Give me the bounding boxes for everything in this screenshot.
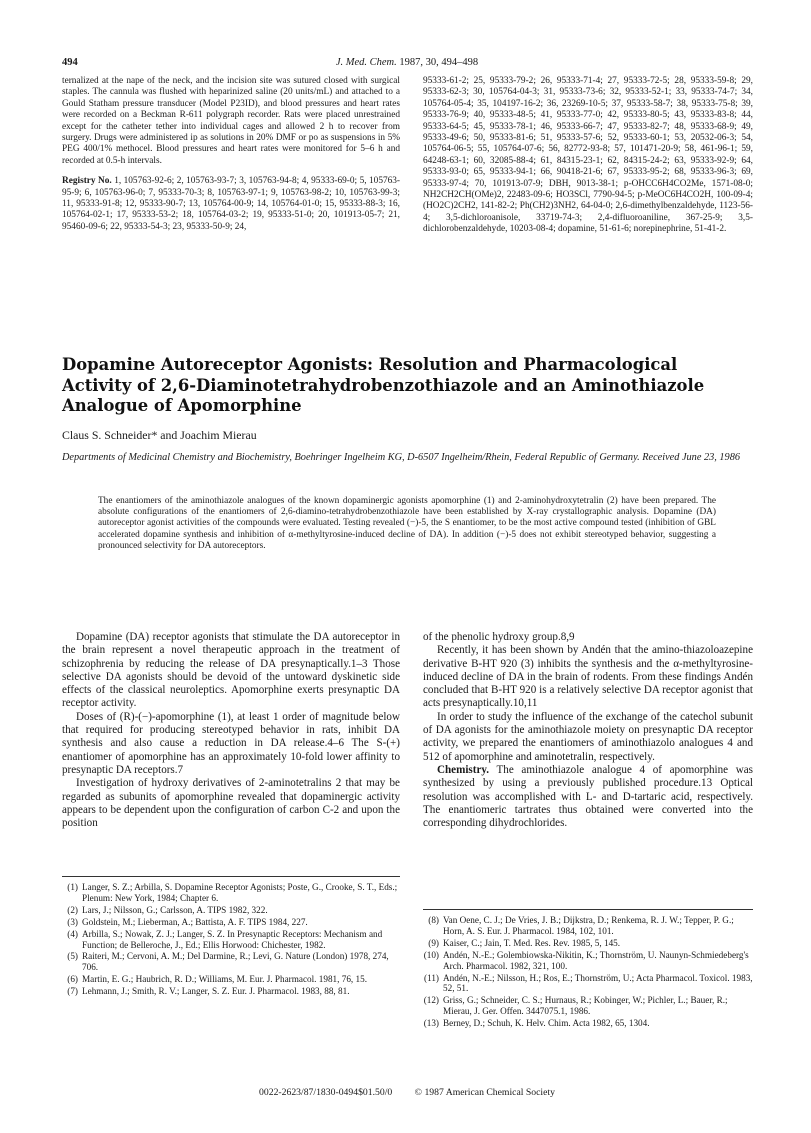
reference-number: (5) (67, 951, 78, 962)
reference-text: Kaiser, C.; Jain, T. Med. Res. Rev. 1985, 5, 145. (443, 937, 621, 948)
previous-article-right-column (423, 76, 753, 236)
reference-text: Martin, E. G.; Haubrich, R. D.; Williams, M. Eur. J. Pharmacol. 1981, 76, 15. (82, 974, 368, 985)
reference-item (423, 973, 753, 995)
reference-number: (13) (423, 1018, 439, 1029)
previous-article-left-column (62, 76, 400, 233)
running-header (62, 57, 752, 71)
reference-item (423, 938, 753, 949)
previous-article-text: ternalized at the nape of the neck, and the incision site was sutured closed with surgical staples. The cannula was flushed with heparinized saline (20 units/mL) and attached to a Gould Statham pressure transducer (Model P23ID), and blood pressures and heart rates were recorded on a Beckman R-611 polygraph recorder. Rats were placed unrestrained except for the catheter tether into individual cages and allowed 2 h to recover from surgery. Drugs were administered ip as solutions in 20% DMF or po as suspensions in 5% PEG 400/1% methocel. Blood pressures and heart rates were monitored for 5–6 h and recorded at 0.5-h intervals. (62, 76, 400, 166)
reference-number: (3) (67, 916, 78, 927)
article-title: Dopamine Autoreceptor Agonists: Resolution and Pharmacological Activity of 2,6-Diaminotetrahydrobenzothiazole and an Aminothiazole Analogue of Apomorphine (62, 355, 705, 415)
reference-item (62, 905, 400, 916)
reference-number: (2) (67, 904, 78, 915)
reference-item (62, 974, 400, 985)
registry-label: Registry No. (62, 176, 112, 187)
reference-number: (4) (67, 928, 78, 939)
body-paragraph: Investigation of hydroxy derivatives of 2-aminotetralins 2 that may be regarded as subunits of apomorphine revealed that dopaminergic activity appears to be dependent upon the configuration of carbon C-2 and upon the position (62, 777, 400, 830)
body-paragraph: Recently, it has been shown by Andén that the amino-thiazoloazepine derivative B-HT 920 (3) inhibits the synthesis and the α-methyltyrosine-induced decline of DA in the brain of rodents. From these findings Andén concluded that B-HT 920 is a relatively selective DA receptor agonist that acts presynaptically.10,11 (423, 644, 753, 710)
body-paragraph: Dopamine (DA) receptor agonists that stimulate the DA autoreceptor in the brain represent a novel therapeutic approach in the treatment of schizophrenia by reducing the release of DA presynaptically.1–3 Those selective DA agonists should be devoid of the untoward dyskinetic side effects of the classical neuroleptics. Apomorphine exerts presynaptic DA receptor activity. (62, 631, 400, 710)
chemistry-heading: Chemistry. (437, 763, 490, 776)
reference-text: Langer, S. Z.; Arbilla, S. Dopamine Receptor Agonists; Poste, G., Crooke, S. T., Eds.; Plenum: New York, 1984; Chapter 6. (82, 882, 398, 903)
registry-numbers-right: 95333-61-2; 25, 95333-79-2; 26, 95333-71-4; 27, 95333-72-5; 28, 95333-59-8; 29, 95333-62-3; 30, 105764-04-3; 31, 95333-73-6; 32, 95333-52-1; 33, 95333-74-7; 34, 105764-05-4; 35, 104197-16-2; 36, 23269-10-5; 37, 95333-58-7; 38, 95333-75-8; 39, 95333-76-9; 40, 95333-48-5; 41, 95333-77-0; 42, 95333-80-5; 43, 95333-83-8; 44, 95333-64-5; 45, 95333-78-1; 46, 95333-66-7; 47, 95333-82-7; 48, 95333-68-9; 49, 95333-49-6; 50, 95333-81-6; 51, 95333-57-6; 52, 95333-60-1; 53, 20532-06-3; 54, 105764-06-5; 55, 105764-07-6; 56, 82772-93-8; 57, 101471-20-9; 58, 461-96-1; 59, 64248-63-1; 60, 32085-88-4; 61, 84315-23-1; 62, 84315-24-2; 63, 95333-92-9; 64, 95333-93-0; 65, 95333-94-1; 66, 90418-21-6; 67, 95333-95-2; 68, 95333-96-3; 69, 95333-97-4; 70, 101913-07-9; DBH, 9013-38-1; p-OHCC6H4CO2Me, 1571-08-0; NH2CH2CH(OMe)2, 22483-09-6; HO3SCl, 7790-94-5; p-MeOC6H4CO2H, 100-09-4; (HO2C)2CH2, 141-82-2; Ph(CH2)3NH2, 64-04-0; 2,6-dimethylbenzaldehyde, 1123-56-4; 3,5-dichloroanisole, 33719-74-3; 2,4-difluoroaniline, 367-25-9; 3,5-dichlorobenzaldehyde, 10203-08-4; dopamine, 51-61-6; norepinephrine, 51-41-2. (423, 76, 753, 235)
reference-item (62, 951, 400, 973)
reference-number: (8) (428, 915, 439, 925)
reference-number: (11) (424, 972, 439, 983)
body-paragraph: Doses of (R)-(−)-apomorphine (1), at least 1 order of magnitude below that required for producing stereotyped behavior in rats, inhibit DA synthesis and also cause a reduction in DA release.4–6 The S-(+) enantiomer of apomorphine has an approximately 10-fold lower affinity to presynaptic DA receptors.7 (62, 710, 400, 776)
reference-number: (9) (428, 937, 439, 948)
reference-text: Andén, N.-E.; Golembiowska-Nikitin, K.; Thornström, U. Naunyn-Schmiedeberg's Arch. Pharmacol. 1982, 321, 100. (443, 949, 749, 971)
reference-item (423, 950, 753, 972)
reference-text: Berney, D.; Schuh, K. Helv. Chim. Acta 1982, 65, 1304. (443, 1018, 650, 1029)
chemistry-text: The aminothiazole analogue 4 of apomorphine was synthesized by using a previously published procedure.13 Optical resolution was accomplished with L- and D-tartaric acid, respectively. The enantiomeric tartrates thus obtained were converted into the corresponding dihydrochlorides. (423, 763, 753, 830)
reference-number: (1) (67, 882, 78, 892)
reference-number: (12) (423, 995, 439, 1006)
reference-text: Van Oene, C. J.; De Vries, J. B.; Dijkstra, D.; Renkema, R. J. W.; Tepper, P. G.; Horn, A. S. Eur. J. Pharmacol. 1984, 102, 101. (443, 915, 734, 936)
body-right-column (423, 631, 753, 830)
reference-item (62, 882, 400, 904)
article-authors: Claus S. Schneider* and Joachim Mierau (62, 428, 257, 442)
reference-text: Goldstein, M.; Lieberman, A.; Battista, A. F. TIPS 1984, 227. (82, 916, 308, 927)
reference-item (62, 917, 400, 928)
footer-copyright: © 1987 American Chemical Society (414, 1087, 555, 1098)
reference-text: Raiteri, M.; Cervoni, A. M.; Del Darmine, R.; Levi, G. Nature (London) 1978, 274, 706. (82, 951, 389, 973)
footer-code: 0022-2623/87/1830-0494$01.50/0 (259, 1087, 393, 1098)
reference-item (423, 995, 753, 1017)
page-number: 494 (62, 57, 78, 68)
journal-name: J. Med. Chem. (335, 57, 397, 68)
reference-text: Andén, N.-E.; Nilsson, H.; Ros, E.; Thornström, U.; Acta Pharmacol. Toxicol. 1983, 52, 51. (443, 972, 753, 994)
body-paragraph: In order to study the influence of the exchange of the catechol subunit of DA agonists for the aminothiazole moiety on presynaptic DA receptor activity, we prepared the enantiomers of aminothiazolo analogues 4 and 512 of apomorphine and aminotetralin, respectively. (423, 710, 753, 763)
references-right (423, 909, 753, 1030)
reference-text: Arbilla, S.; Nowak, Z. J.; Langer, S. Z. In Presynaptic Receptors: Mechanism and Function; de Belleroche, J., Ed.; Ellis Horwood: Chichester, 1982. (82, 928, 383, 950)
registry-paragraph (62, 176, 400, 233)
reference-text: Lehmann, J.; Smith, R. V.; Langer, S. Z. Eur. J. Pharmacol. 1983, 88, 81. (82, 986, 350, 997)
reference-number: (10) (423, 949, 439, 960)
reference-item (62, 986, 400, 997)
reference-number: (6) (67, 974, 78, 985)
registry-numbers-left: 1, 105763-92-6; 2, 105763-93-7; 3, 105763-94-8; 4, 95333-69-0; 5, 105763-95-9; 6, 105763-96-0; 7, 95333-70-3; 8, 105763-97-1; 9, 105763-98-2; 10, 105763-99-3; 11, 95333-91-8; 12, 95333-90-7; 13, 105764-00-9; 14, 105764-01-0; 15, 95333-88-3; 16, 105764-02-1; 17, 95333-53-2; 18, 105764-03-2; 19, 95333-51-0; 20, 101913-05-7; 21, 95460-09-6; 22, 95333-54-3; 23, 95333-50-9; 24, (62, 176, 401, 232)
reference-item (423, 1018, 753, 1029)
article-affiliation: Departments of Medicinal Chemistry and Biochemistry, Boehringer Ingelheim KG, D-6507 Ingelheim/Rhein, Federal Republic of Germany. Received June 23, 1986 (62, 452, 741, 463)
reference-item (423, 915, 753, 937)
body-left-column (62, 631, 400, 830)
chemistry-paragraph (423, 764, 753, 830)
reference-item (62, 929, 400, 951)
references-left (62, 876, 400, 998)
journal-citation (62, 57, 752, 68)
reference-text: Lars, J.; Nilsson, G.; Carlsson, A. TIPS 1982, 322. (82, 904, 268, 915)
page-footer (62, 1087, 752, 1098)
reference-text: Griss, G.; Schneider, C. S.; Hurnaus, R.; Kobinger, W.; Pichler, L.; Bauer, R.; Mierau, J. Ger. Offen. 3447075.1, 1986. (443, 995, 728, 1017)
reference-number: (7) (67, 986, 78, 997)
body-paragraph: of the phenolic hydroxy group.8,9 (423, 631, 575, 643)
article-abstract: The enantiomers of the aminothiazole analogues of the known dopaminergic agonists apomorphine (1) and 2-aminohydroxytetralin (2) have been prepared. The absolute configurations of the enantiomers of 2,6-diamino-tetrahydrobenzothiazole have been established by X-ray crystallographic analysis. Dopamine (DA) autoreceptor agonist activities of the compounds were evaluated. Testing revealed (−)-5, the S enantiomer, to be the most active compound tested (inhibition of GBL accelerated dopamine synthesis and inhibition of α-methyltyrosine-induced decline of DA). In addition (−)-5 does not exhibit stereotyped behavior, suggesting a pronounced selectivity for DA autoreceptors. (98, 496, 716, 551)
journal-volume: 1987, 30, 494–498 (399, 57, 479, 68)
